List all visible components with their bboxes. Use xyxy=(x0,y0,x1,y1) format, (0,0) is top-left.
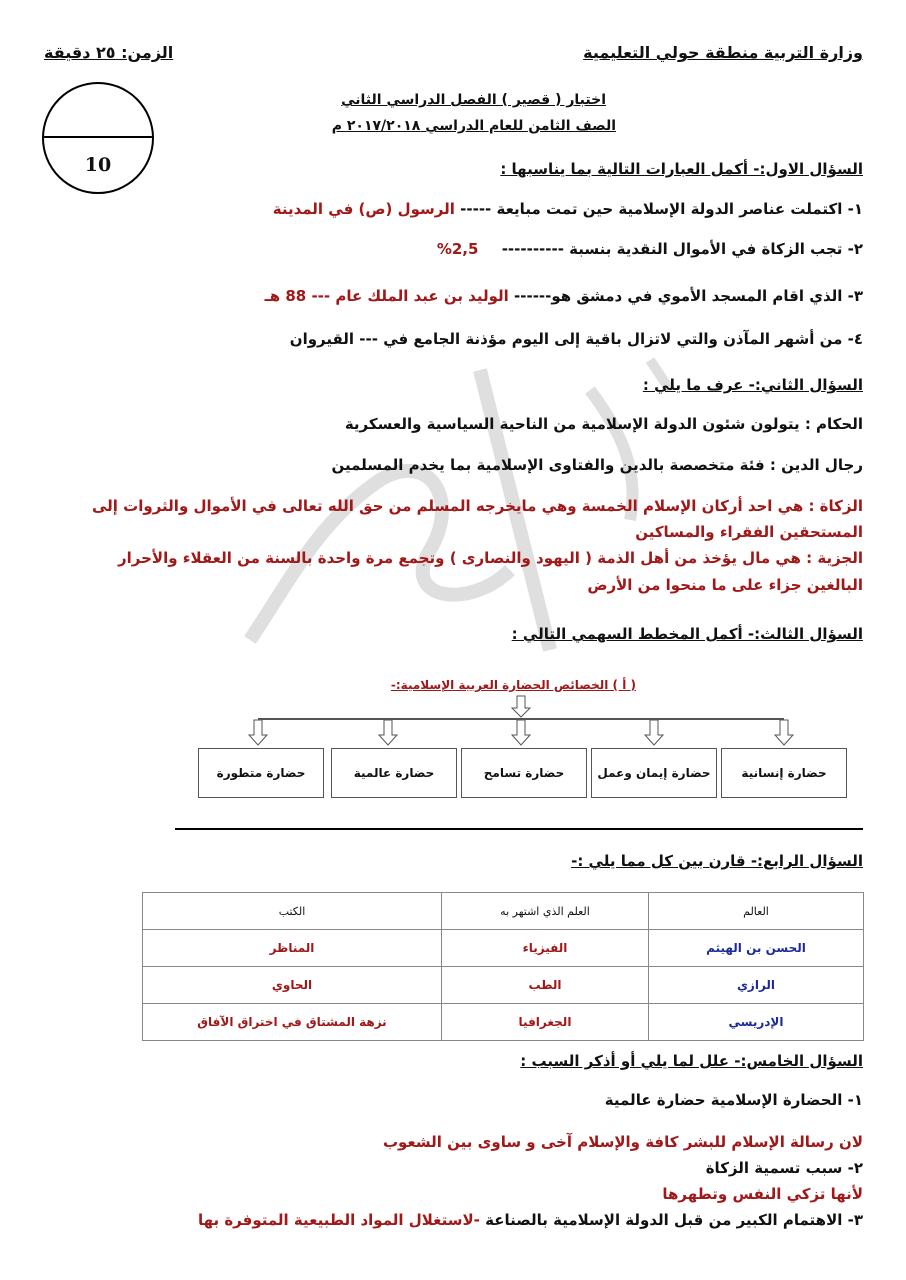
q1-item-1-answer: الرسول (ص) في المدينة xyxy=(272,200,455,218)
diagram-box-faith-work: حضارة إيمان وعمل xyxy=(591,748,717,798)
diagram-box-humane: حضارة إنسانية xyxy=(721,748,847,798)
q1-item-1-prompt: ١- اكتملت عناصر الدولة الإسلامية حين تمت مبايعة ----- xyxy=(460,200,863,218)
q1-item-2 xyxy=(437,240,863,258)
cell-book: المناظر xyxy=(143,930,442,967)
q2-def-clergy: رجال الدين : فئة متخصصة بالدين والفتاوى الإسلامية بما يخدم المسلمين xyxy=(331,456,863,474)
q2-def-zakat-1: الزكاة : هي احد أركان الإسلام الخمسة وهي مايخرجه المسلم من حق الله تعالى في الأموال والثروات إلى xyxy=(92,497,863,515)
q1-title: السؤال الاول:- أكمل العبارات التالية بما يناسبها : xyxy=(500,160,863,178)
q5-item-1: ١- الحضارة الإسلامية حضارة عالمية xyxy=(604,1091,863,1109)
q5-answer-3: -لاستغلال المواد الطبيعية المتوفرة بها xyxy=(197,1211,480,1229)
cell-scientist: الإدريسي xyxy=(649,1004,864,1041)
cell-field: الجغرافيا xyxy=(442,1004,649,1041)
arrow-root xyxy=(512,696,530,717)
cell-book: نزهة المشتاق في اختراق الآفاق xyxy=(143,1004,442,1041)
diagram-box-advanced: حضارة متطورة xyxy=(198,748,324,798)
ministry-label: وزارة التربية منطقة حولي التعليمية xyxy=(583,43,863,62)
q1-item-4 xyxy=(290,330,863,348)
q1-item-4-prompt: ٤- من أشهر المآذن والتي لاتزال باقية إلى اليوم مؤذنة الجامع في --- القيروان xyxy=(289,330,863,348)
q5-item-2: ٢- سبب تسمية الزكاة xyxy=(705,1159,863,1177)
q1-item-3 xyxy=(265,287,863,305)
q4-title: السؤال الرابع:- قارن بين كل مما يلي :- xyxy=(571,852,863,870)
score-value: 10 xyxy=(84,154,112,176)
q1-item-3-prompt: ٣- الذي اقام المسجد الأموي في دمشق هو------ xyxy=(514,287,863,305)
q5-title: السؤال الخامس:- علل لما يلي أو أذكر السبب : xyxy=(520,1052,863,1070)
table-row xyxy=(143,930,864,967)
q2-def-zakat-2: المستحقين الفقراء والمساكين xyxy=(635,523,863,541)
q5-item-3-prompt: ٣- الاهتمام الكبير من قبل الدولة الإسلامية بالصناعة xyxy=(485,1211,863,1229)
header-scientist: العالم xyxy=(649,893,864,930)
exam-title: اختبار ( قصير ) الفصل الدراسي الثاني xyxy=(341,92,606,108)
q5-item-3 xyxy=(198,1211,863,1229)
diagram-box-global: حضارة عالمية xyxy=(331,748,457,798)
table-row xyxy=(143,1004,864,1041)
q1-item-1 xyxy=(273,200,863,218)
q2-def-jizya-2: البالغين جزاء على ما منحوا من الأرض xyxy=(587,576,863,594)
cell-field: الطب xyxy=(442,967,649,1004)
table-row xyxy=(143,967,864,1004)
score-circle xyxy=(42,82,154,194)
cell-book: الحاوي xyxy=(143,967,442,1004)
q2-def-jizya-1: الجزية : هي مال يؤخذ من أهل الذمة ( اليهود والنصارى ) وتجمع مرة واحدة بالسنة من العقلاء والأحرار xyxy=(118,549,863,567)
q3-title: السؤال الثالث:- أكمل المخطط السهمي التالي : xyxy=(511,625,863,643)
cell-scientist: الرازي xyxy=(649,967,864,1004)
diagram-arrows xyxy=(180,695,860,750)
cell-scientist: الحسن بن الهيثم xyxy=(649,930,864,967)
q5-answer-2: لأنها تزكي النفس وتطهرها xyxy=(662,1185,863,1203)
table-header-row xyxy=(143,893,864,930)
cell-field: الفيزياء xyxy=(442,930,649,967)
header-books: الكتب xyxy=(143,893,442,930)
q2-def-rulers: الحكام : يتولون شئون الدولة الإسلامية من الناحية السياسية والعسكرية xyxy=(344,415,863,433)
diagram-box-tolerance: حضارة تسامح xyxy=(461,748,587,798)
q1-item-3-answer: الوليد بن عبد الملك عام --- 88 هـ xyxy=(264,287,509,305)
comparison-table xyxy=(142,892,864,1041)
header-field: العلم الذي اشتهر به xyxy=(442,893,649,930)
q1-item-2-prompt: ٢- تجب الزكاة في الأموال النقدية بنسبة ---------- xyxy=(501,240,863,258)
time-label: الزمن: ٢٥ دقيقة xyxy=(44,43,174,62)
q5-answer-1: لان رسالة الإسلام للبشر كافة والإسلام آخى و ساوى بين الشعوب xyxy=(382,1133,863,1151)
diagram-root-label: ( أ ) الخصائص الحضارة العربية الإسلامية:- xyxy=(390,678,636,692)
q2-title: السؤال الثاني:- عرف ما يلي : xyxy=(642,376,863,394)
q1-item-2-answer: 2,5% xyxy=(436,240,479,258)
section-divider xyxy=(175,828,863,830)
exam-subtitle: الصف الثامن للعام الدراسي ٢٠١٧/٢٠١٨ م xyxy=(331,118,616,134)
